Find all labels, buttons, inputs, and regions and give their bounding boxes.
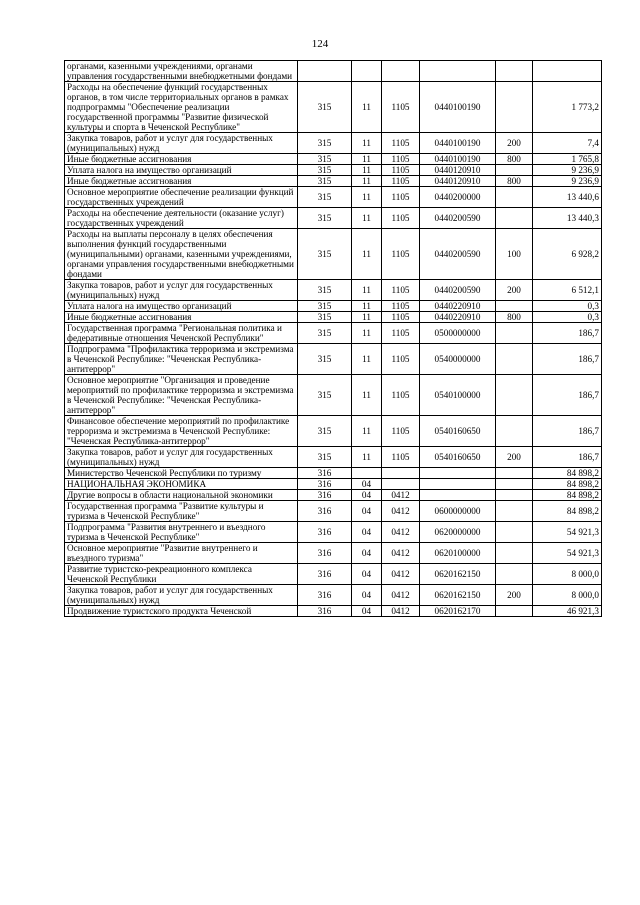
cell-csr: 0440100190	[420, 154, 496, 165]
cell-rz: 11	[352, 344, 382, 375]
cell-pr: 1105	[382, 280, 420, 301]
cell-rz: 04	[352, 564, 382, 585]
cell-ved	[298, 61, 352, 82]
cell-name: Иные бюджетные ассигнования	[65, 154, 298, 165]
cell-vr	[496, 61, 533, 82]
cell-vr	[496, 468, 533, 479]
cell-vr	[496, 82, 533, 133]
cell-vr	[496, 479, 533, 490]
cell-csr: 0440100190	[420, 82, 496, 133]
cell-name: Закупка товаров, работ и услуг для государственных (муниципальных) нужд	[65, 447, 298, 468]
cell-pr: 0412	[382, 522, 420, 543]
table-row	[65, 344, 602, 375]
cell-name: Иные бюджетные ассигнования	[65, 176, 298, 187]
cell-ved: 315	[298, 229, 352, 280]
cell-name: НАЦИОНАЛЬНАЯ ЭКОНОМИКА	[65, 479, 298, 490]
cell-vr	[496, 501, 533, 522]
cell-ved: 316	[298, 564, 352, 585]
cell-sum	[533, 61, 602, 82]
cell-rz: 11	[352, 447, 382, 468]
cell-name: Расходы на выплаты персоналу в целях обеспечения выполнения функций государственными (муниципальными) органами, казенными учреждениями, органами управления государственными внебюджетными фондами	[65, 229, 298, 280]
cell-sum: 186,7	[533, 344, 602, 375]
cell-rz: 11	[352, 208, 382, 229]
table-row	[65, 323, 602, 344]
table-row	[65, 375, 602, 416]
cell-pr: 1105	[382, 447, 420, 468]
cell-rz: 11	[352, 187, 382, 208]
cell-csr: 0440200590	[420, 208, 496, 229]
table-row	[65, 447, 602, 468]
cell-pr: 0412	[382, 606, 420, 617]
cell-csr: 0540160650	[420, 447, 496, 468]
cell-name: Уплата налога на имущество организаций	[65, 165, 298, 176]
cell-sum: 84 898,2	[533, 490, 602, 501]
cell-vr	[496, 543, 533, 564]
cell-rz: 04	[352, 543, 382, 564]
cell-name: Закупка товаров, работ и услуг для государственных (муниципальных) нужд	[65, 585, 298, 606]
cell-sum: 186,7	[533, 447, 602, 468]
table-row	[65, 490, 602, 501]
cell-csr: 0440200000	[420, 187, 496, 208]
cell-sum: 186,7	[533, 375, 602, 416]
cell-csr: 0440120910	[420, 165, 496, 176]
cell-sum: 8 000,0	[533, 564, 602, 585]
cell-pr	[382, 479, 420, 490]
cell-pr: 1105	[382, 344, 420, 375]
cell-sum: 1 765,8	[533, 154, 602, 165]
cell-csr: 0440220910	[420, 301, 496, 312]
table-row	[65, 468, 602, 479]
cell-ved: 315	[298, 133, 352, 154]
cell-rz: 11	[352, 323, 382, 344]
cell-name: Уплата налога на имущество организаций	[65, 301, 298, 312]
cell-csr: 0620162150	[420, 564, 496, 585]
cell-vr	[496, 606, 533, 617]
cell-sum: 6 512,1	[533, 280, 602, 301]
cell-rz: 11	[352, 416, 382, 447]
table-row	[65, 208, 602, 229]
cell-csr: 0440220910	[420, 312, 496, 323]
cell-sum: 13 440,6	[533, 187, 602, 208]
cell-sum: 84 898,2	[533, 479, 602, 490]
cell-csr: 0440100190	[420, 133, 496, 154]
cell-pr: 1105	[382, 301, 420, 312]
cell-ved: 316	[298, 606, 352, 617]
table-row	[65, 312, 602, 323]
cell-pr: 1105	[382, 229, 420, 280]
cell-csr: 0500000000	[420, 323, 496, 344]
cell-name: Закупка товаров, работ и услуг для государственных (муниципальных) нужд	[65, 280, 298, 301]
table-row	[65, 585, 602, 606]
table-row	[65, 606, 602, 617]
cell-rz: 04	[352, 606, 382, 617]
cell-ved: 316	[298, 522, 352, 543]
table-row	[65, 176, 602, 187]
cell-ved: 315	[298, 323, 352, 344]
cell-ved: 316	[298, 479, 352, 490]
cell-pr	[382, 468, 420, 479]
cell-rz: 11	[352, 165, 382, 176]
cell-name: Закупка товаров, работ и услуг для государственных (муниципальных) нужд	[65, 133, 298, 154]
cell-vr	[496, 208, 533, 229]
cell-name: Развитие туристско-рекреационного комплекса Чеченской Республики	[65, 564, 298, 585]
cell-name: Расходы на обеспечение функций государственных органов, в том числе территориальных органов в рамках подпрограммы "Обеспечение реализации государственной программы "Развитие физической культуры и спорта в Чеченской Республике"	[65, 82, 298, 133]
cell-pr: 1105	[382, 323, 420, 344]
cell-sum: 9 236,9	[533, 165, 602, 176]
cell-name: Продвижение туристского продукта Чеченской	[65, 606, 298, 617]
cell-vr: 200	[496, 585, 533, 606]
cell-pr: 1105	[382, 187, 420, 208]
cell-csr	[420, 61, 496, 82]
cell-sum: 0,3	[533, 312, 602, 323]
cell-csr: 0600000000	[420, 501, 496, 522]
cell-name: Министерство Чеченской Республики по туризму	[65, 468, 298, 479]
table-row	[65, 522, 602, 543]
table-row	[65, 61, 602, 82]
cell-vr	[496, 564, 533, 585]
cell-name: Основное мероприятие "Развитие внутреннего и въездного туризма"	[65, 543, 298, 564]
cell-name: Иные бюджетные ассигнования	[65, 312, 298, 323]
table-row	[65, 154, 602, 165]
cell-csr: 0440200590	[420, 280, 496, 301]
cell-name: Государственная программа "Развитие культуры и туризма в Чеченской Республике"	[65, 501, 298, 522]
cell-rz: 04	[352, 585, 382, 606]
cell-vr	[496, 165, 533, 176]
table-row	[65, 501, 602, 522]
cell-ved: 315	[298, 165, 352, 176]
cell-name: органами, казенными учреждениями, органами управления государственными внебюджетными фондами	[65, 61, 298, 82]
cell-rz: 04	[352, 490, 382, 501]
cell-ved: 315	[298, 187, 352, 208]
cell-csr: 0540100000	[420, 375, 496, 416]
cell-rz: 11	[352, 133, 382, 154]
table-row	[65, 479, 602, 490]
cell-csr: 0440120910	[420, 176, 496, 187]
cell-vr: 200	[496, 447, 533, 468]
cell-csr: 0540160650	[420, 416, 496, 447]
cell-ved: 315	[298, 375, 352, 416]
cell-sum: 13 440,3	[533, 208, 602, 229]
cell-pr: 0412	[382, 501, 420, 522]
cell-name: Другие вопросы в области национальной экономики	[65, 490, 298, 501]
cell-rz: 04	[352, 501, 382, 522]
cell-sum: 6 928,2	[533, 229, 602, 280]
cell-rz: 11	[352, 176, 382, 187]
cell-pr: 1105	[382, 165, 420, 176]
cell-sum: 186,7	[533, 416, 602, 447]
cell-rz	[352, 61, 382, 82]
table-row	[65, 187, 602, 208]
cell-rz: 11	[352, 312, 382, 323]
cell-name: Подпрограмма "Развития внутреннего и въездного туризма в Чеченской Республике"	[65, 522, 298, 543]
table-row	[65, 416, 602, 447]
table-row	[65, 229, 602, 280]
cell-vr: 200	[496, 280, 533, 301]
table-row	[65, 165, 602, 176]
cell-rz: 11	[352, 154, 382, 165]
cell-ved: 316	[298, 501, 352, 522]
cell-rz: 11	[352, 280, 382, 301]
cell-vr	[496, 187, 533, 208]
cell-sum: 0,3	[533, 301, 602, 312]
cell-name: Подпрограмма "Профилактика терроризма и экстремизма в Чеченской Республике: "Чеченская Республика-антитеррор"	[65, 344, 298, 375]
cell-ved: 316	[298, 585, 352, 606]
cell-rz: 04	[352, 522, 382, 543]
cell-csr: 0620162150	[420, 585, 496, 606]
cell-ved: 316	[298, 543, 352, 564]
cell-pr: 0412	[382, 490, 420, 501]
cell-csr	[420, 468, 496, 479]
cell-ved: 315	[298, 301, 352, 312]
cell-ved: 315	[298, 280, 352, 301]
cell-rz: 11	[352, 375, 382, 416]
cell-ved: 315	[298, 447, 352, 468]
cell-csr	[420, 479, 496, 490]
table-row	[65, 543, 602, 564]
cell-sum: 8 000,0	[533, 585, 602, 606]
cell-csr	[420, 490, 496, 501]
table-row	[65, 280, 602, 301]
cell-sum: 186,7	[533, 323, 602, 344]
cell-vr: 800	[496, 312, 533, 323]
cell-vr: 800	[496, 154, 533, 165]
cell-pr: 0412	[382, 543, 420, 564]
cell-sum: 7,4	[533, 133, 602, 154]
cell-ved: 315	[298, 208, 352, 229]
cell-vr	[496, 344, 533, 375]
cell-sum: 54 921,3	[533, 543, 602, 564]
cell-rz: 11	[352, 82, 382, 133]
cell-vr: 100	[496, 229, 533, 280]
cell-name: Расходы на обеспечение деятельности (оказание услуг) государственных учреждений	[65, 208, 298, 229]
cell-sum: 1 773,2	[533, 82, 602, 133]
cell-vr	[496, 323, 533, 344]
cell-ved: 315	[298, 154, 352, 165]
page-number: 124	[311, 38, 329, 50]
cell-pr: 1105	[382, 133, 420, 154]
cell-vr	[496, 490, 533, 501]
cell-ved: 316	[298, 468, 352, 479]
cell-csr: 0540000000	[420, 344, 496, 375]
cell-sum: 84 898,2	[533, 468, 602, 479]
cell-name: Государственная программа "Региональная политика и федеративные отношения Чеченской Республики"	[65, 323, 298, 344]
cell-pr: 1105	[382, 312, 420, 323]
cell-vr	[496, 522, 533, 543]
cell-ved: 315	[298, 416, 352, 447]
cell-vr: 800	[496, 176, 533, 187]
table-row	[65, 82, 602, 133]
table-row	[65, 564, 602, 585]
cell-pr: 0412	[382, 564, 420, 585]
budget-table	[64, 60, 602, 617]
cell-ved: 315	[298, 176, 352, 187]
cell-rz	[352, 468, 382, 479]
cell-name: Финансовое обеспечение мероприятий по профилактике терроризма и экстремизма в Чеченской Республике: "Чеченская Республика-антитеррор"	[65, 416, 298, 447]
cell-pr: 1105	[382, 208, 420, 229]
cell-csr: 0440200590	[420, 229, 496, 280]
cell-rz: 11	[352, 229, 382, 280]
cell-name: Основное мероприятие "Организация и проведение мероприятий по профилактике терроризма и экстремизма в Чеченской Республике: "Чеченская Республика-антитеррор"	[65, 375, 298, 416]
cell-vr: 200	[496, 133, 533, 154]
cell-pr: 1105	[382, 176, 420, 187]
cell-sum: 84 898,2	[533, 501, 602, 522]
cell-csr: 0620100000	[420, 543, 496, 564]
cell-rz: 11	[352, 301, 382, 312]
cell-pr: 0412	[382, 585, 420, 606]
cell-vr	[496, 301, 533, 312]
budget-table-body	[65, 61, 602, 617]
cell-ved: 316	[298, 490, 352, 501]
cell-ved: 315	[298, 312, 352, 323]
table-row	[65, 133, 602, 154]
cell-pr: 1105	[382, 375, 420, 416]
cell-pr: 1105	[382, 82, 420, 133]
cell-name: Основное мероприятие обеспечение реализации функций государственных учреждений	[65, 187, 298, 208]
cell-csr: 0620000000	[420, 522, 496, 543]
cell-sum: 9 236,9	[533, 176, 602, 187]
cell-csr: 0620162170	[420, 606, 496, 617]
cell-vr	[496, 416, 533, 447]
cell-vr	[496, 375, 533, 416]
table-row	[65, 301, 602, 312]
cell-sum: 46 921,3	[533, 606, 602, 617]
cell-ved: 315	[298, 82, 352, 133]
cell-rz: 04	[352, 479, 382, 490]
cell-pr: 1105	[382, 416, 420, 447]
cell-ved: 315	[298, 344, 352, 375]
cell-pr	[382, 61, 420, 82]
cell-pr: 1105	[382, 154, 420, 165]
cell-sum: 54 921,3	[533, 522, 602, 543]
